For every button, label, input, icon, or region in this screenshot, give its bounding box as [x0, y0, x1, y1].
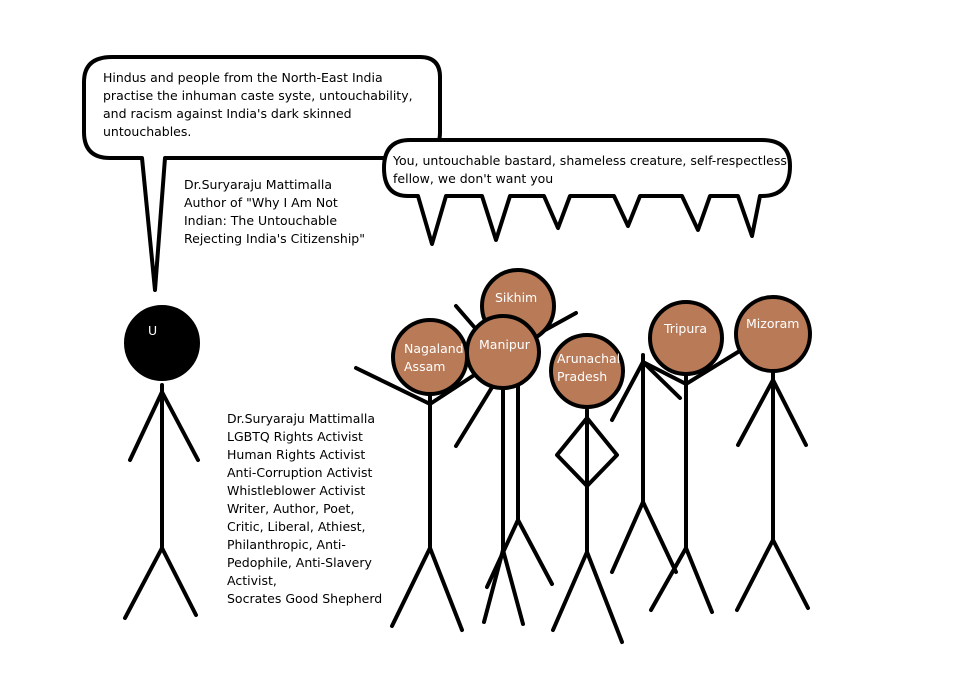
arunachal-label: Arunachal Pradesh	[557, 351, 621, 384]
tripura-label: Tripura	[664, 321, 708, 336]
mizoram-stick-figure	[737, 372, 808, 610]
u-head	[126, 307, 198, 379]
tripura-stick-figure	[612, 352, 738, 612]
u-head-label: U	[148, 323, 158, 338]
tripura-head	[650, 302, 722, 374]
manipur-label: Manipur	[479, 337, 530, 352]
author-caption: Dr.Suryaraju Mattimalla Author of "Why I Am Not Indian: The Untouchable Rejecting India's Citizenship"	[184, 177, 365, 246]
u-stick-figure	[125, 385, 198, 618]
mizoram-head	[736, 297, 810, 371]
mizoram-label: Mizoram	[746, 316, 800, 331]
activist-caption: Dr.Suryaraju Mattimalla LGBTQ Rights Activist Human Rights Activist Anti-Corruption Activist Whistleblower Activist Writer, Author, Poet, Critic, Liberal, Athiest, Philanthropic, Anti- Pedophile, Anti-Slavery Activist, Socrates Good Shepherd	[227, 411, 383, 606]
left-speech-text: Hindus and people from the North-East India practise the inhuman caste syste, untouchability, and racism against India's dark skinned untouchables.	[103, 70, 413, 139]
sikhim-label: Sikhim	[495, 290, 538, 305]
nagaland-label: Nagaland Assam	[404, 341, 464, 374]
right-speech-text: You, untouchable bastard, shameless creature, self-respectless fellow, we don't want you	[393, 153, 787, 186]
arunachal-stick-figure	[553, 410, 622, 642]
